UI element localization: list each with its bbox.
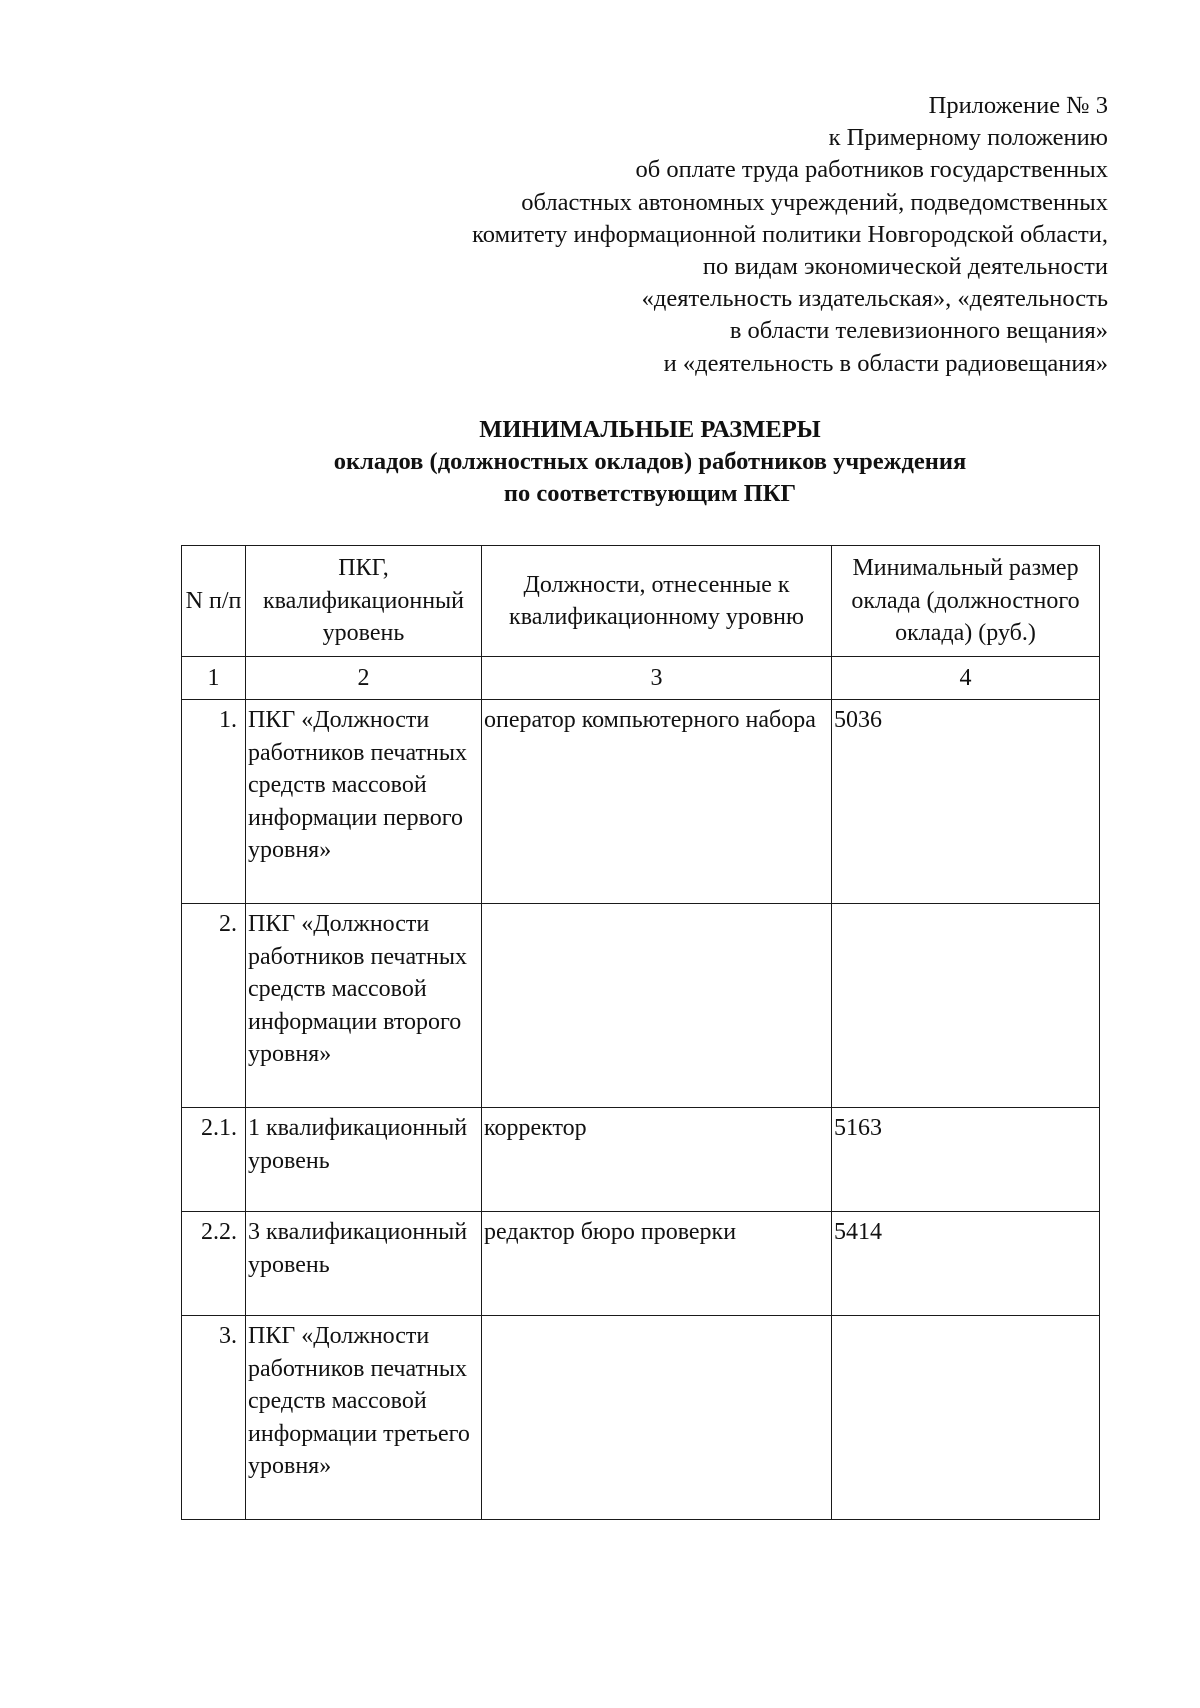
- row-salary: 5036: [832, 700, 1100, 904]
- title-line-2: окладов (должностных окладов) работников учреждения: [333, 448, 967, 475]
- row-positions: оператор компьютерного набора: [482, 700, 832, 904]
- column-number: 3: [482, 657, 832, 700]
- appendix-line: об оплате труда работников государственных: [635, 156, 1108, 184]
- row-group: ПКГ «Должности работников печатных средств массовой информации первого уровня»: [246, 700, 482, 904]
- table-row: [182, 1212, 1100, 1316]
- header-salary: [832, 546, 1100, 657]
- appendix-line: по видам экономической деятельности: [702, 253, 1108, 281]
- row-group: ПКГ «Должности работников печатных средств массовой информации второго уровня»: [246, 904, 482, 1108]
- row-number: 2.2.: [182, 1212, 246, 1316]
- row-positions: редактор бюро проверки: [482, 1212, 832, 1316]
- appendix-line: к Примерному положению: [828, 124, 1108, 152]
- table-row: [182, 1316, 1100, 1520]
- table-header-row: [182, 546, 1100, 657]
- header-positions: [482, 546, 832, 657]
- row-salary: 5414: [832, 1212, 1100, 1316]
- row-group: 1 квалификационный уровень: [246, 1108, 482, 1212]
- title-line-3: по соответствующим ПКГ: [503, 480, 797, 507]
- appendix-reference: [208, 90, 1108, 380]
- header-group: [246, 546, 482, 657]
- header-positions-text: Должности, отнесенные к квалификационному уровню: [509, 571, 804, 630]
- appendix-line: и «деятельность в области радиовещания»: [663, 349, 1108, 377]
- header-salary-text: Минимальный размер оклада (должностного оклада) (руб.): [851, 555, 1080, 647]
- column-numbering-row: [182, 657, 1100, 700]
- appendix-line: комитету информационной политики Новгородской области,: [472, 220, 1108, 248]
- appendix-line: областных автономных учреждений, подведомственных: [521, 188, 1108, 216]
- row-positions: корректор: [482, 1108, 832, 1212]
- row-number: 1.: [182, 700, 246, 904]
- row-number: 3.: [182, 1316, 246, 1520]
- table-row: [182, 904, 1100, 1108]
- header-number-text: N п/п: [185, 587, 242, 614]
- column-number: 1: [182, 657, 246, 700]
- appendix-line: Приложение № 3: [928, 92, 1108, 119]
- table-row: [182, 1108, 1100, 1212]
- title-line-1: МИНИМАЛЬНЫЕ РАЗМЕРЫ: [479, 416, 821, 443]
- column-number: 4: [832, 657, 1100, 700]
- row-positions: [482, 1316, 832, 1520]
- row-number: 2.1.: [182, 1108, 246, 1212]
- row-group: ПКГ «Должности работников печатных средств массовой информации третьего уровня»: [246, 1316, 482, 1520]
- document-title: [180, 414, 1120, 510]
- salary-table: [181, 545, 1100, 1520]
- appendix-line: «деятельность издательская», «деятельность: [641, 285, 1108, 313]
- appendix-line: в области телевизионного вещания»: [729, 317, 1108, 345]
- row-positions: [482, 904, 832, 1108]
- column-number: 2: [246, 657, 482, 700]
- row-salary: [832, 904, 1100, 1108]
- table-row: [182, 700, 1100, 904]
- header-group-text: ПКГ, квалификационный уровень: [262, 555, 465, 647]
- row-group: 3 квалификационный уровень: [246, 1212, 482, 1316]
- row-salary: [832, 1316, 1100, 1520]
- row-salary: 5163: [832, 1108, 1100, 1212]
- header-number: [182, 546, 246, 657]
- row-number: 2.: [182, 904, 246, 1108]
